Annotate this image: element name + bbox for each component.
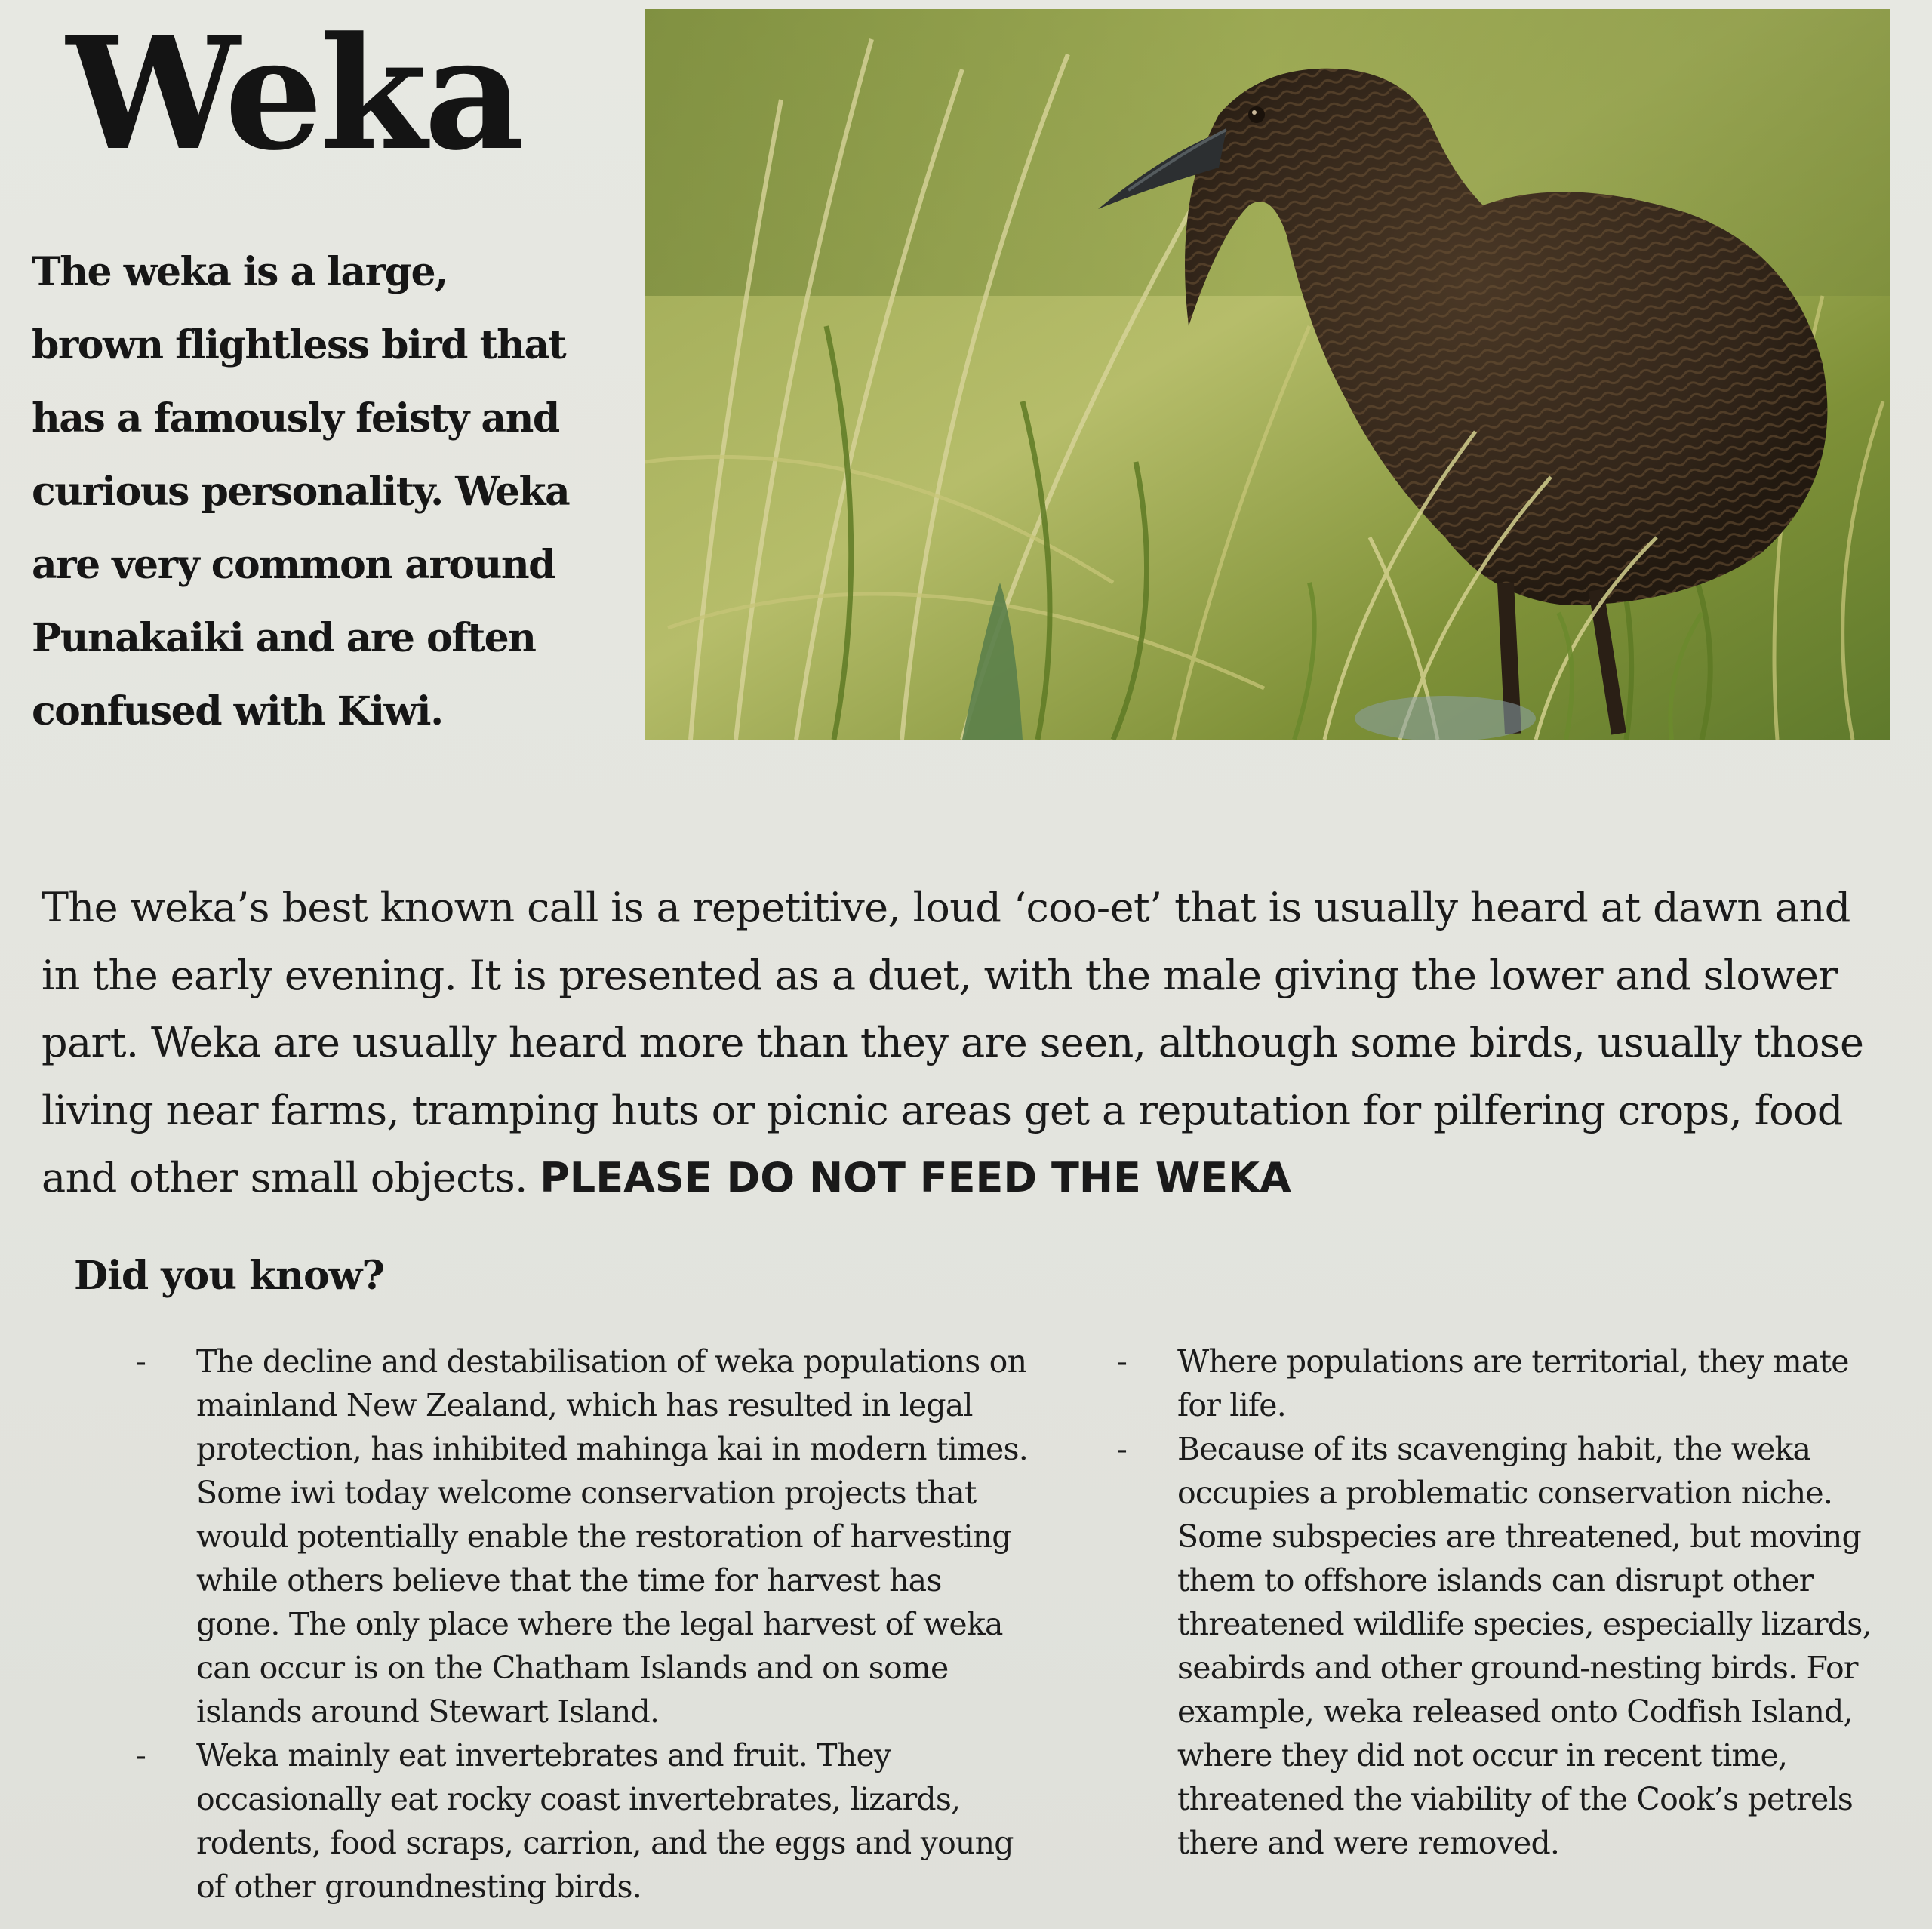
list-item: [136, 1340, 1034, 1734]
list-item: [1117, 1340, 1872, 1427]
weka-photo: [645, 9, 1890, 740]
fact-text: Because of its scavenging habit, the weka occupies a problematic conservation niche. Some subspecies are threatened, but moving them to offshore islands can disrupt other threatened wildlife species, especially lizards, seabirds and other ground-nesting birds. For example, weka released onto Codfish Island, where they did not occur in recent time, threatened the viability of the Cook’s petrels there and were removed.: [1177, 1431, 1872, 1861]
list-item: [1117, 1427, 1872, 1865]
did-you-know-heading: Did you know?: [74, 1253, 384, 1299]
call-text: The weka’s best known call is a repetitive, loud ‘coo-et’ that is usually heard at dawn and in the early evening. It is presented as a duet, with the male giving the lower and slower part. Weka are usually heard more than they are seen, although some birds, usually those living near farms, tramping huts or picnic areas get a reputation for pilfering crops, food and other small objects.: [42, 884, 1864, 1201]
warning-notice: PLEASE DO NOT FEED THE WEKA: [540, 1154, 1291, 1201]
intro-text: The weka is a large, brown flightless bird that has a famously feisty and curious personality. Weka are very common around Punakaiki and are often confused with Kiwi.: [32, 249, 570, 734]
fact-text: The decline and destabilisation of weka populations on mainland New Zealand, which has resulted in legal protection, has inhibited mahinga kai in modern times. Some iwi today welcome conservation projects that would potentially enable the restoration of harvesting while others believe that the time for harvest has gone. The only place where the legal harvest of weka can occur is on the Chatham Islands and on some islands around Stewart Island.: [196, 1343, 1028, 1730]
call-description: [42, 874, 1883, 1212]
bullet-dash: -: [1117, 1431, 1128, 1467]
bullet-dash: -: [136, 1737, 146, 1774]
bullet-dash: -: [136, 1343, 146, 1380]
fact-text: Weka mainly eat invertebrates and fruit. They occasionally eat rocky coast invertebrates, lizards, rodents, food scraps, carrion, and the eggs and young of other groundnesting birds.: [196, 1737, 1014, 1905]
fact-text: Where populations are territorial, they mate for life.: [1177, 1343, 1849, 1423]
list-item: [136, 1734, 1034, 1909]
bullet-dash: -: [1117, 1343, 1128, 1380]
facts-list-right: [1117, 1340, 1872, 1865]
page-title: Weka: [66, 4, 521, 185]
facts-list-left: [136, 1340, 1034, 1909]
